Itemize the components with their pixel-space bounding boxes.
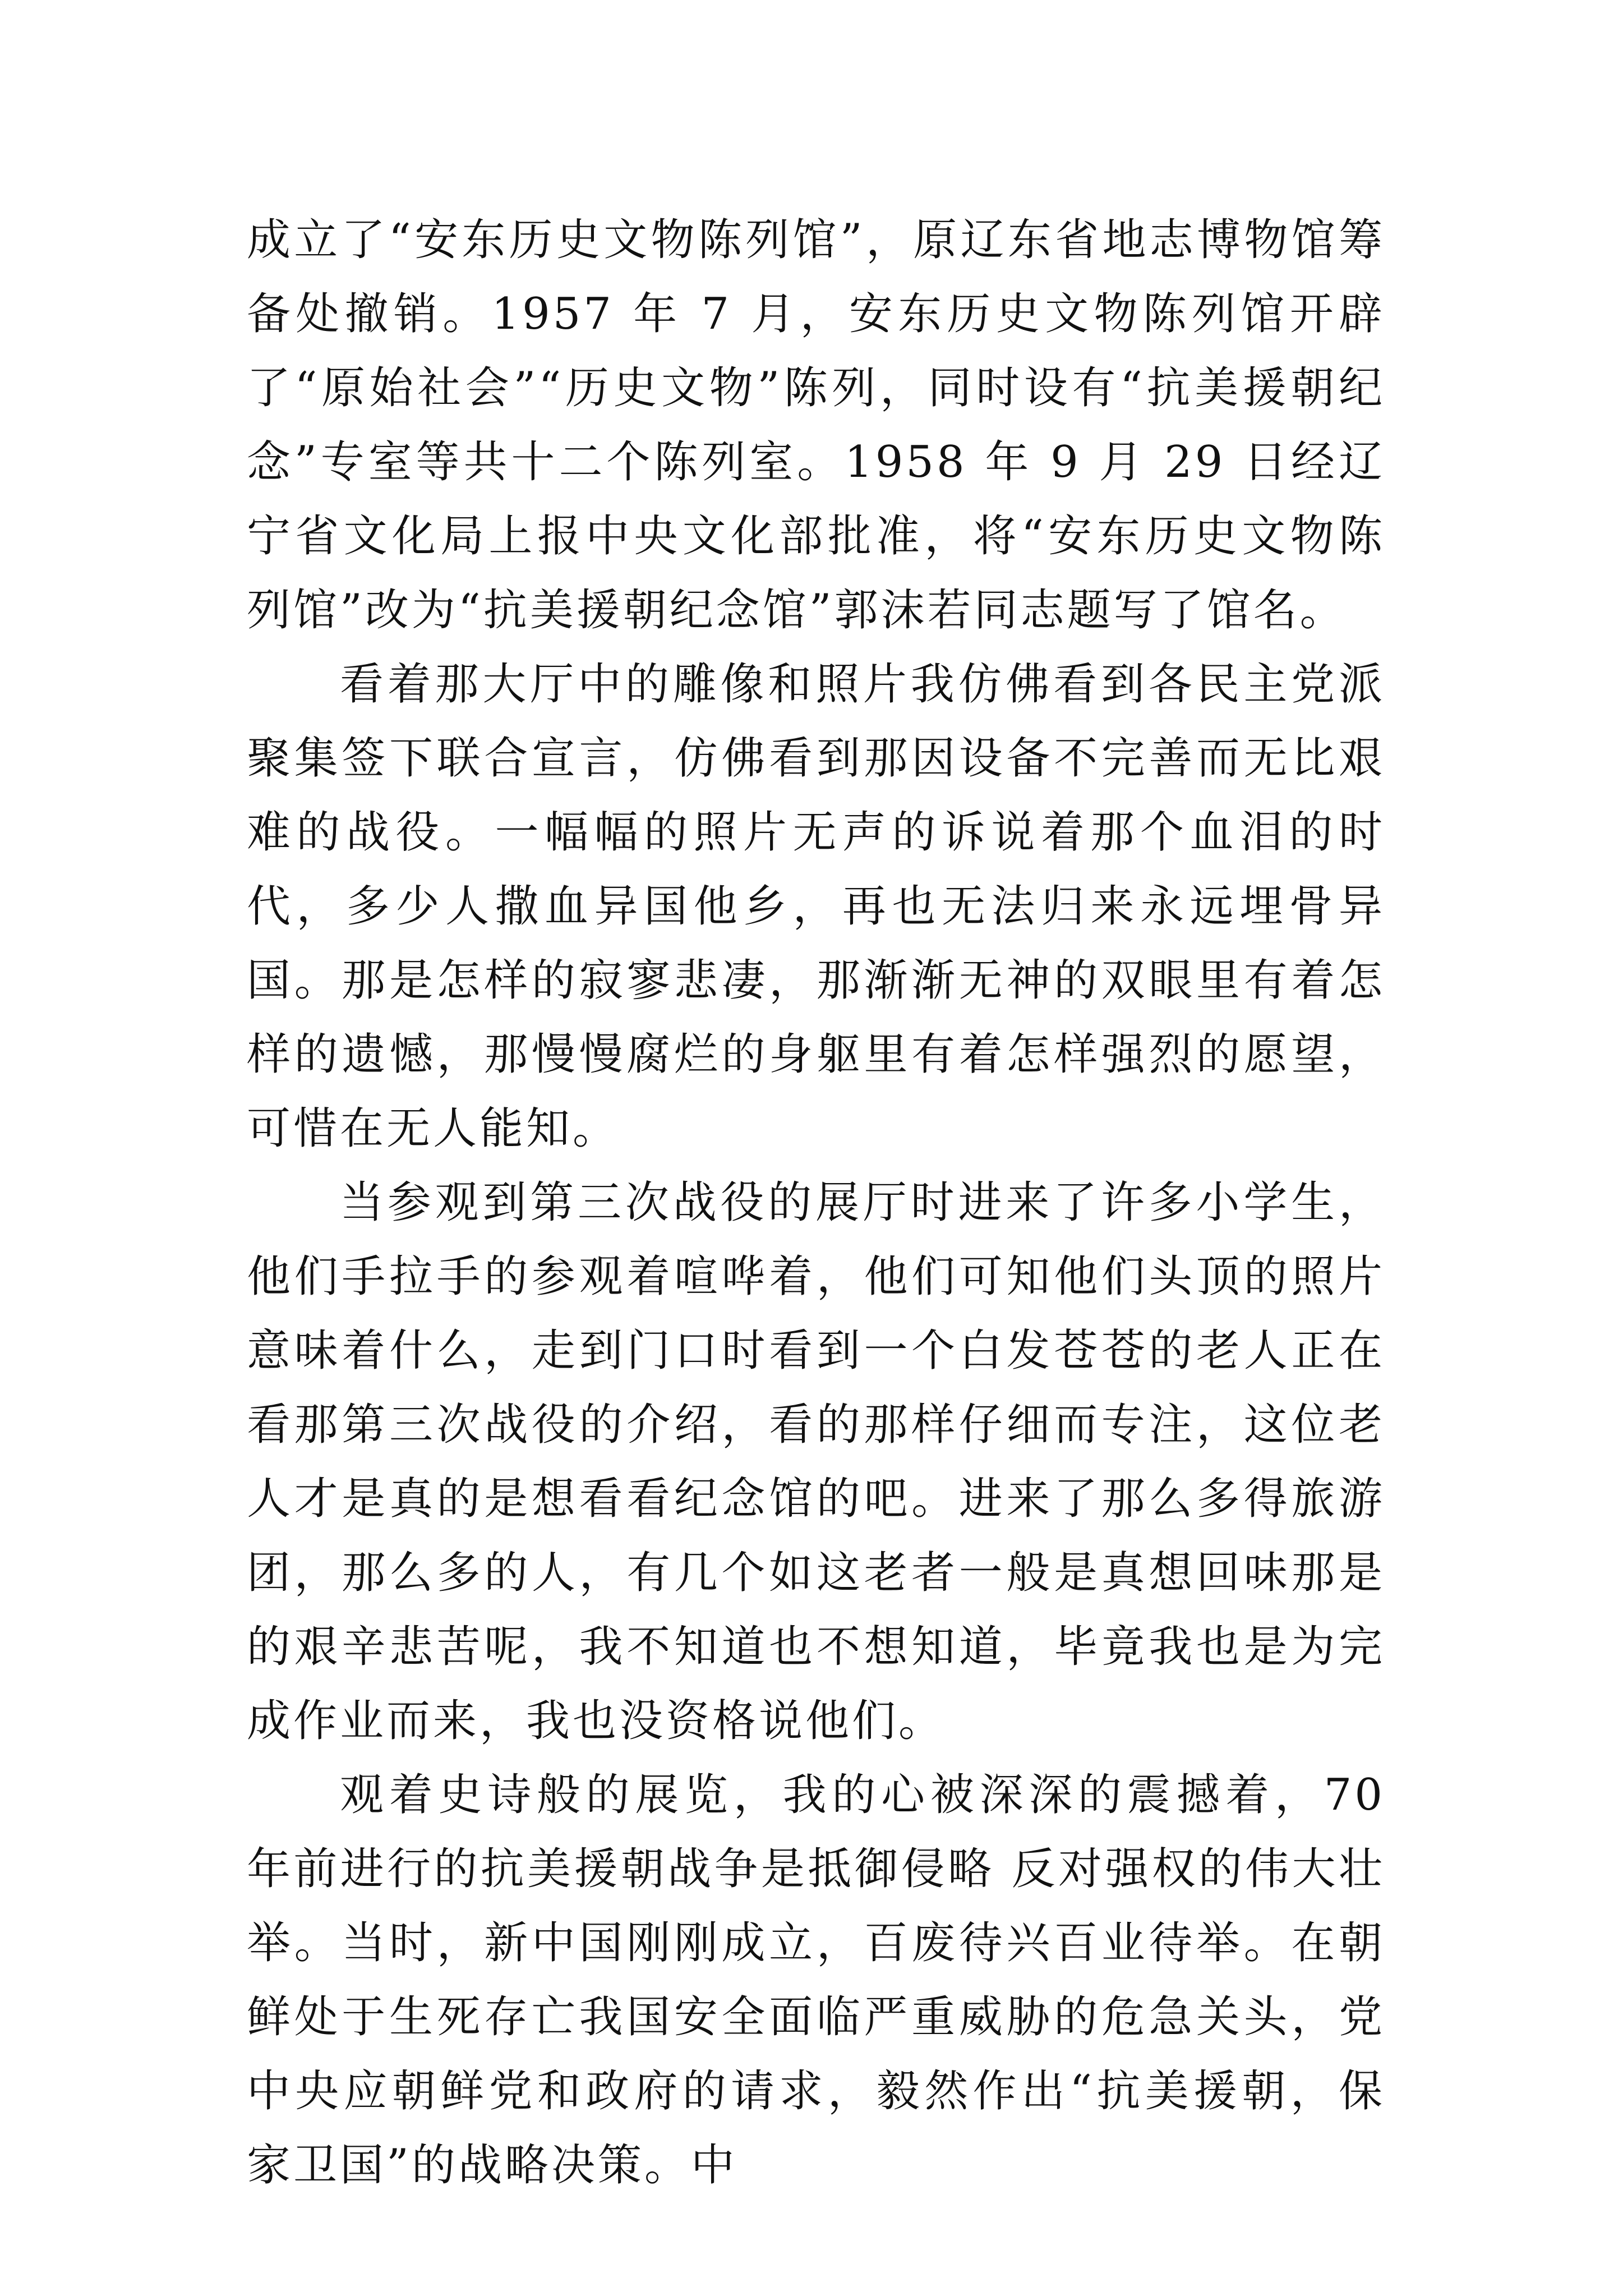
paragraph-3: 当参观到第三次战役的展厅时进来了许多小学生，他们手拉手的参观着喧哗着，他们可知他们头顶的照片意味着什么，走到门口时看到一个白发苍苍的老人正在看那第三次战役的介绍，看的那样仔细而专注，这位老人才是真的是想看看纪念馆的吧。进来了那么多得旅游团，那么多的人，有几个如这老者一般是真想回味那是的艰辛悲苦呢，我不知道也不想知道，毕竟我也是为完成作业而来，我也没资格说他们。 — [247, 1177, 1385, 1746]
paragraph-2: 看着那大厅中的雕像和照片我仿佛看到各民主党派聚集签下联合宣言，仿佛看到那因设备不完善而无比艰难的战役。一幅幅的照片无声的诉说着那个血泪的时代，多少人撒血异国他乡，再也无法归来永远埋骨异国。那是怎样的寂寥悲凄，那渐渐无神的双眼里有着怎样的遗憾，那慢慢腐烂的身躯里有着怎样强烈的愿望，可惜在无人能知。 — [247, 659, 1385, 1154]
document-body — [247, 203, 1385, 2202]
paragraph-4: 观着史诗般的展览，我的心被深深的震撼着，70 年前进行的抗美援朝战争是抵御侵略 反对强权的伟大壮举。当时，新中国刚刚成立，百废待兴百业待举。在朝鲜处于生死存亡我国安全面临严重威胁的危急关头，党中央应朝鲜党和政府的请求，毅然作出“抗美援朝，保家卫国”的战略决策。中 — [247, 1770, 1385, 2191]
paragraph-1: 成立了“安东历史文物陈列馆”，原辽东省地志博物馆筹备处撤销。1957 年 7 月，安东历史文物陈列馆开辟了“原始社会”“历史文物”陈列，同时设有“抗美援朝纪念”专室等共十二个陈列室。1958 年 9 月 29 日经辽宁省文化局上报中央文化部批准，将“安东历史文物陈列馆”改为“抗美援朝纪念馆”郭沫若同志题写了馆名。 — [247, 215, 1385, 636]
